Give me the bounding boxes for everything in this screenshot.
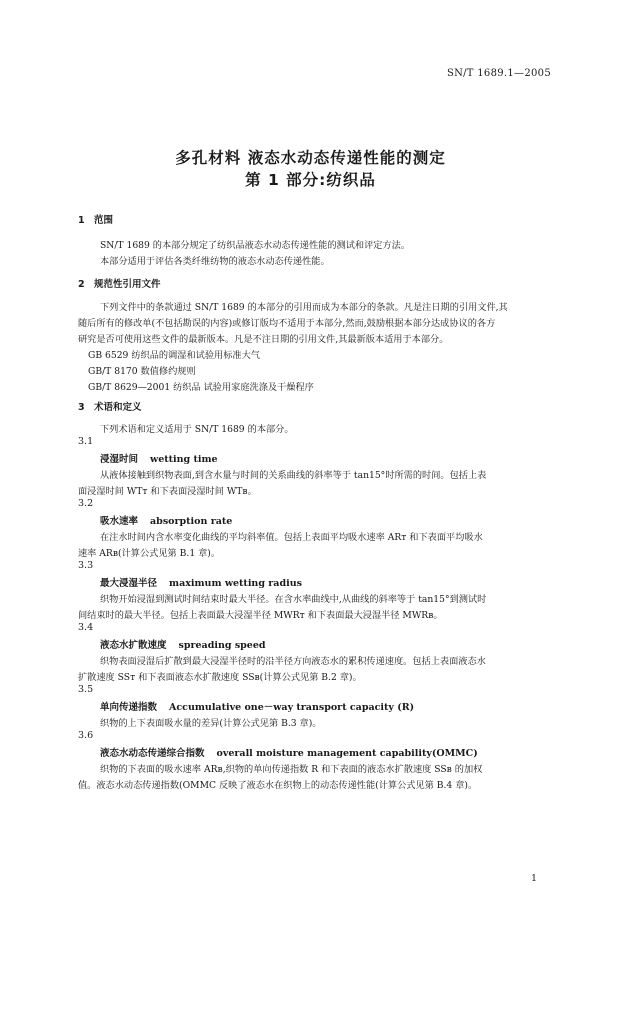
paragraph: 本部分适用于评估各类纤维纺物的液态水动态传递性能。 [100, 256, 330, 267]
term-en: overall moisture management capability(OMMC) [216, 748, 478, 759]
term-heading [100, 575, 302, 589]
document-subtitle: 第 1 部分:纺织品 [245, 171, 376, 189]
term-number: 3.4 [78, 622, 94, 633]
paragraph: 研究是否可使用这些文件的最新版本。凡是不注日期的引用文件,其最新版本适用于本部分。 [78, 334, 449, 345]
section-2-heading [78, 276, 161, 290]
section-number: 3 [78, 402, 85, 413]
term-zh: 浸湿时间 [100, 454, 139, 465]
reference-item: GB 6529 纺织品的调湿和试验用标准大气 [88, 350, 260, 361]
term-en: wetting time [150, 454, 218, 465]
term-number: 3.3 [78, 560, 94, 571]
term-zh: 单向传递指数 [100, 702, 158, 713]
section-title: 规范性引用文件 [94, 279, 161, 290]
term-zh: 吸水速率 [100, 516, 139, 527]
term-definition: 织物的下表面的吸水速率 ARʙ,织物的单向传递指数 R 和下表面的液态水扩散速度 SSʙ 的加权 [100, 764, 483, 775]
term-heading [100, 699, 414, 713]
section-3-heading [78, 399, 142, 413]
term-definition: 扩散速度 SSᴛ 和下表面液态水扩散速度 SSʙ(计算公式见第 B.2 章)。 [78, 672, 362, 683]
term-heading [100, 451, 218, 465]
term-zh: 液态水动态传递综合指数 [100, 748, 205, 759]
term-number: 3.2 [78, 498, 94, 509]
document-title: 多孔材料 液态水动态传递性能的测定 [175, 149, 446, 167]
term-number: 3.1 [78, 436, 94, 447]
term-en: Accumulative one－way transport capacity (R) [169, 702, 415, 713]
term-number: 3.5 [78, 684, 94, 695]
section-number: 1 [78, 215, 85, 226]
term-definition: 面浸湿时间 WTᴛ 和下表面浸湿时间 WTʙ。 [78, 486, 257, 497]
standard-number: SN/T 1689.1—2005 [446, 68, 551, 79]
paragraph: 下列术语和定义适用于 SN/T 1689 的本部分。 [100, 424, 294, 435]
paragraph: 下列文件中的条款通过 SN/T 1689 的本部分的引用而成为本部分的条款。凡是注日期的引用文件,其 [100, 302, 508, 313]
term-definition: 织物表面浸湿后扩散到最大浸湿半径时的沿半径方向液态水的累积传递速度。包括上表面液态水 [100, 656, 486, 667]
term-heading [100, 513, 232, 527]
term-number: 3.6 [78, 730, 94, 741]
term-definition: 间结束时的最大半径。包括上表面最大浸湿半径 MWRᴛ 和下表面最大浸湿半径 MWRʙ。 [78, 610, 443, 621]
term-heading [100, 745, 478, 759]
term-en: absorption rate [150, 516, 233, 527]
term-definition: 值。液态水动态传递指数(OMMC 反映了液态水在织物上的动态传递性能(计算公式见第 B.4 章)。 [78, 780, 478, 791]
section-number: 2 [78, 279, 85, 290]
paragraph: SN/T 1689 的本部分规定了纺织品液态水动态传递性能的测试和评定方法。 [100, 240, 411, 251]
term-en: maximum wetting radius [169, 578, 302, 589]
section-title: 术语和定义 [94, 402, 142, 413]
term-definition: 在注水时间内含水率变化曲线的平均斜率值。包括上表面平均吸水速率 ARᴛ 和下表面平均吸水 [100, 532, 483, 543]
page-number: 1 [530, 873, 537, 884]
term-heading [100, 637, 266, 651]
reference-item: GB/T 8629—2001 纺织品 试验用家庭洗涤及干燥程序 [88, 382, 314, 393]
term-zh: 最大浸湿半径 [100, 578, 158, 589]
paragraph: 随后所有的修改单(不包括勘误的内容)或修订版均不适用于本部分,然而,鼓励根据本部分达成协议的各方 [78, 318, 496, 329]
term-definition: 织物开始浸湿到测试时间结束时最大半径。在含水率曲线中,从曲线的斜率等于 tan15°到测试时 [100, 594, 487, 605]
section-title: 范围 [94, 215, 114, 226]
term-definition: 速率 ARʙ(计算公式见第 B.1 章)。 [78, 548, 221, 559]
term-definition: 从液体接触到织物表面,到含水量与时间的关系曲线的斜率等于 tan15°时所需的时间。包括上表 [100, 470, 487, 481]
term-en: spreading speed [178, 640, 266, 651]
reference-item: GB/T 8170 数值修约规则 [88, 366, 196, 377]
term-zh: 液态水扩散速度 [100, 640, 167, 651]
term-definition: 织物的上下表面吸水量的差异(计算公式见第 B.3 章)。 [100, 718, 322, 729]
section-1-heading [78, 212, 113, 226]
